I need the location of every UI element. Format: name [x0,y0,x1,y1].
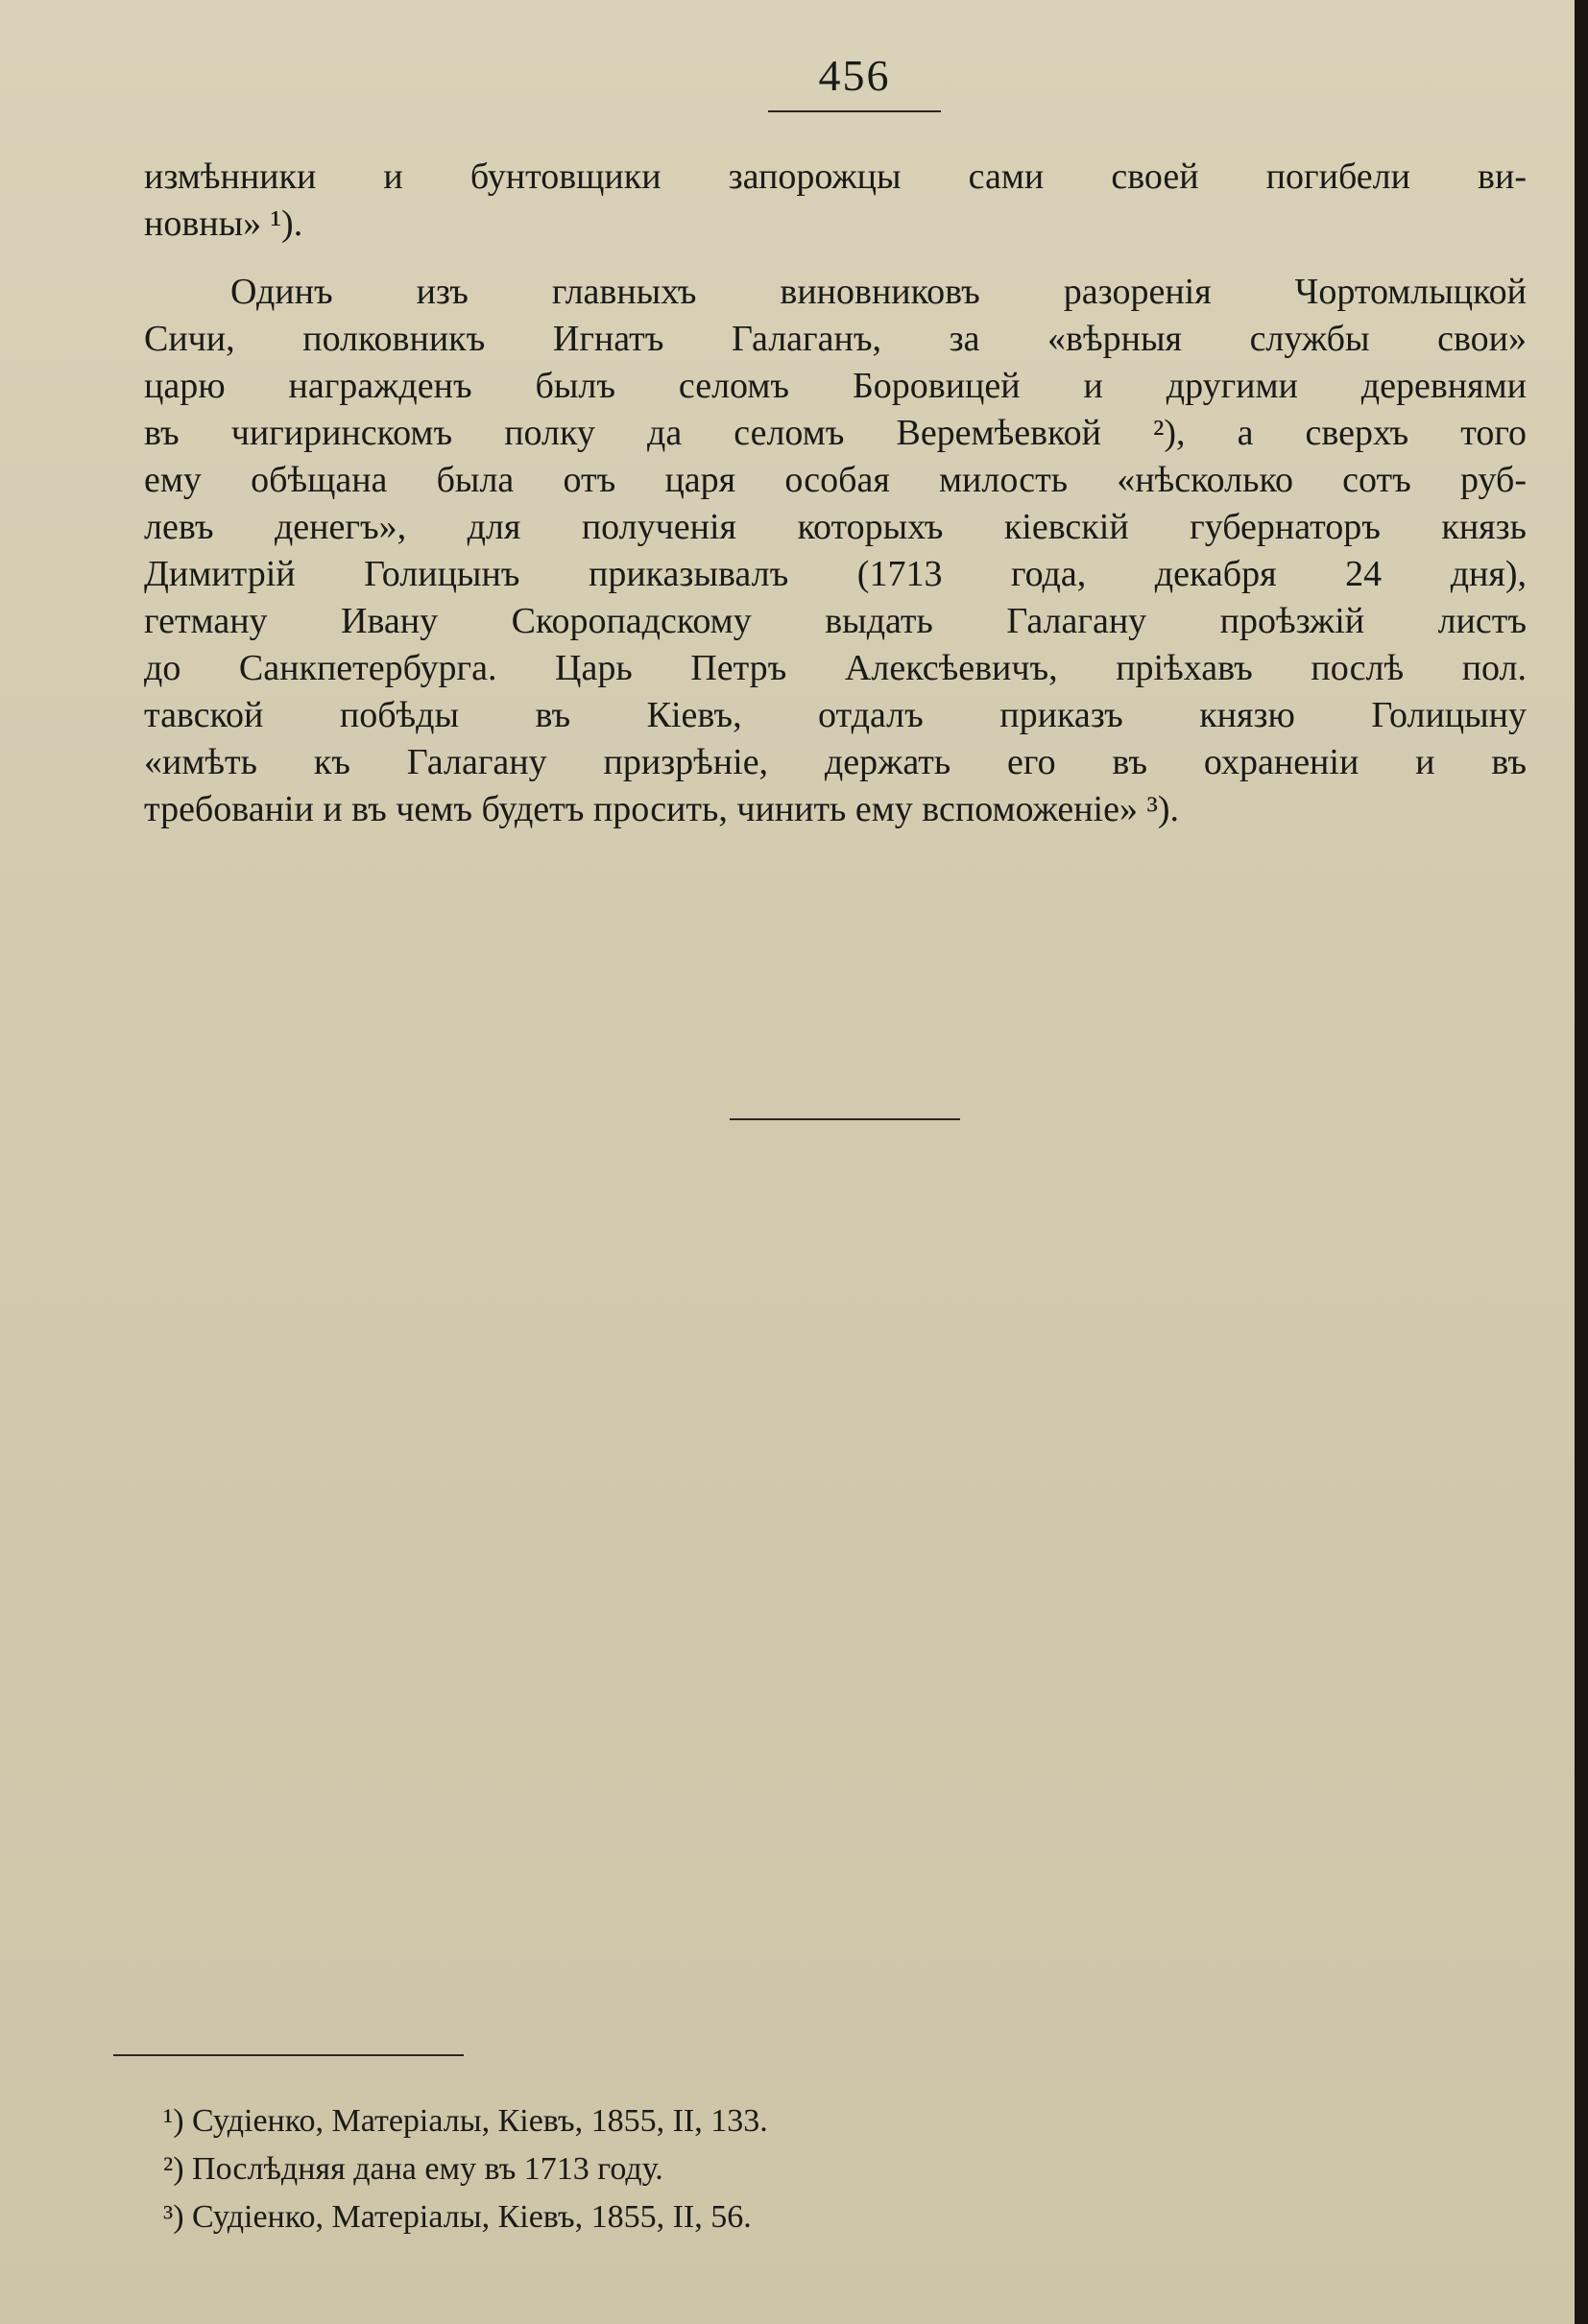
text-line: ему обѣщана была отъ царя особая милость «нѣсколько сотъ руб- [144,460,1527,500]
paragraph-gap [144,248,1527,269]
footnote: ¹) Судіенко, Матеріалы, Кіевъ, 1855, II, 133. [163,2103,768,2139]
text-line: новны» ¹). [144,204,303,244]
text-line: тавской побѣды въ Кіевъ, отдалъ приказъ князю Голицыну [144,695,1527,735]
text-line: гетману Ивану Скоропадскому выдать Галагану проѣзжій листъ [144,601,1527,641]
page-number: 456 [818,51,891,100]
body-text [144,154,1527,833]
footnote: ³) Судіенко, Матеріалы, Кіевъ, 1855, II, 56. [163,2199,752,2235]
text-line: въ чигиринскомъ полку да селомъ Веремѣевкой ²), а сверхъ того [144,413,1527,453]
text-line: «имѣть къ Галагану призрѣніе, держать его въ охраненіи и въ [144,742,1527,782]
text-line: Одинъ изъ главныхъ виновниковъ разоренія Чортомлыцкой [230,272,1527,312]
text-line: Димитрій Голицынъ приказывалъ (1713 года, декабря 24 дня), [144,554,1527,594]
page-number-rule [768,110,941,112]
text-line: левъ денегъ», для полученія которыхъ кіевскій губернаторъ князь [144,507,1527,547]
text-line: царю награжденъ былъ селомъ Боровицей и другими деревнями [144,366,1527,406]
footnotes [163,2097,1123,2241]
section-end-rule [730,1118,960,1120]
footnote: ²) Послѣдняя дана ему въ 1713 году. [163,2151,663,2187]
footnote-separator [113,2054,464,2056]
text-line: Сичи, полковникъ Игнатъ Галаганъ, за «вѣрныя службы свои» [144,319,1527,359]
text-line: до Санкпетербурга. Царь Петръ Алексѣевичъ, пріѣхавъ послѣ пол. [144,648,1527,688]
text-line: измѣнники и бунтовщики запорожцы сами своей погибели ви- [144,156,1527,197]
text-line: требованіи и въ чемъ будетъ просить, чинить ему вспоможеніе» ³). [144,789,1180,829]
